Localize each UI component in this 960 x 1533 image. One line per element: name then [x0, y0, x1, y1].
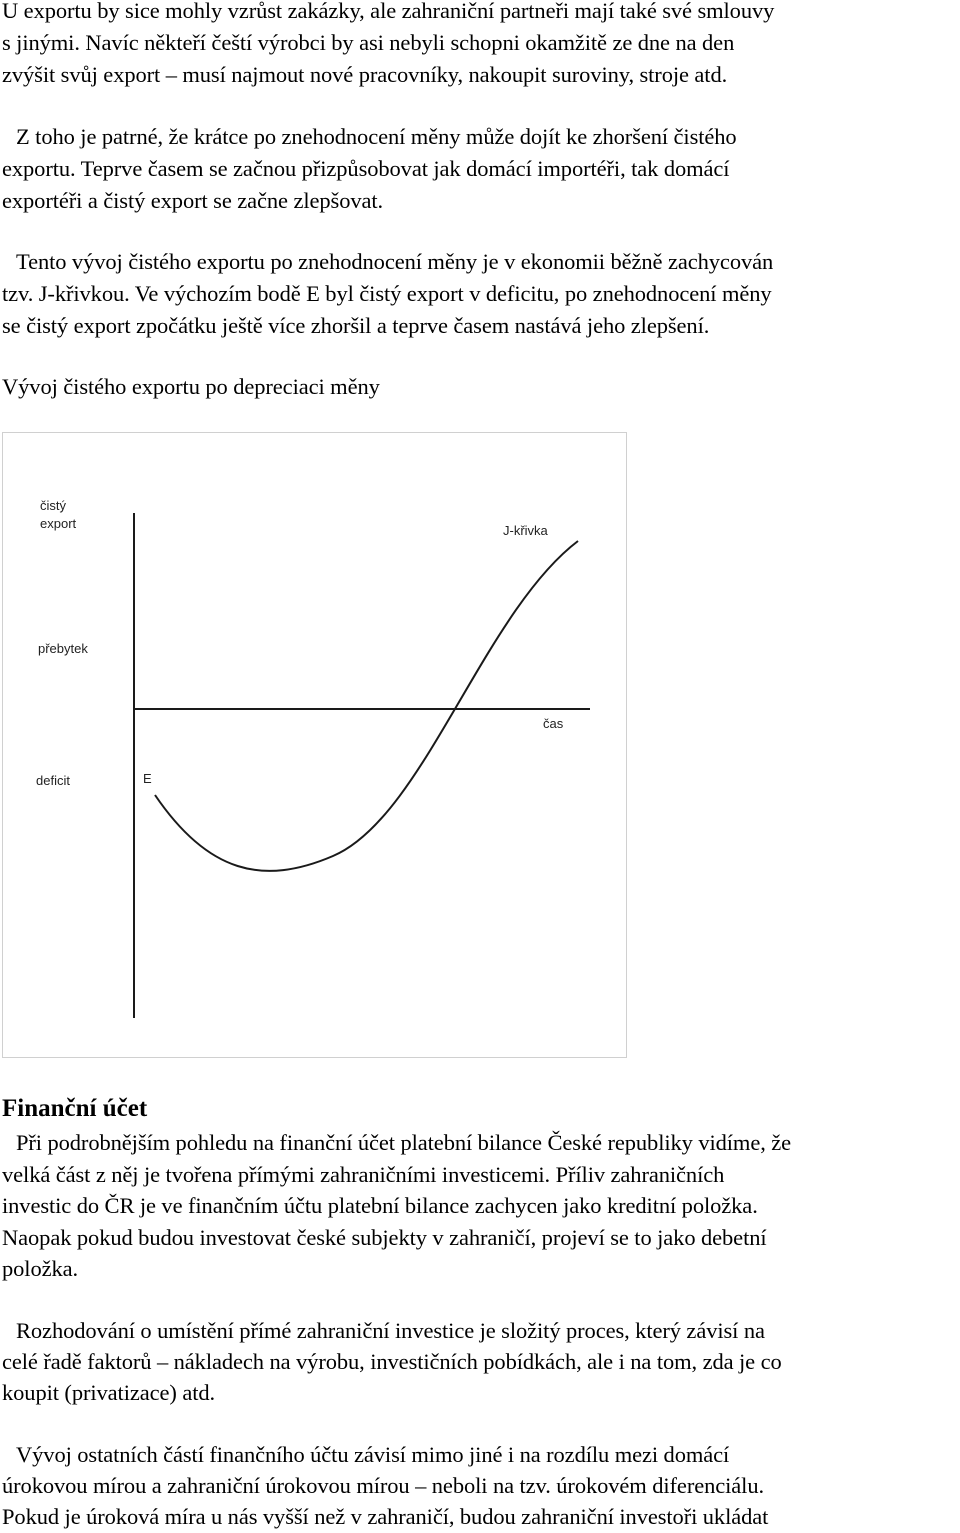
j-curve-diagram [3, 433, 628, 1059]
y-axis-label-line2: export [40, 516, 77, 531]
paragraph-line: Vývoj ostatních částí finančního účtu závisí mimo jiné i na rozdílu mezi domácí [16, 1442, 730, 1467]
section-heading: Finanční účet [2, 1095, 148, 1122]
paragraph-line: U exportu by sice mohly vzrůst zakázky, ale zahraniční partneři mají také své smlouvy [2, 0, 775, 23]
paragraph-line: Tento vývoj čistého exportu po znehodnocení měny je v ekonomii běžně zachycován [16, 249, 774, 274]
figure-caption: Vývoj čistého exportu po depreciaci měny [2, 374, 380, 399]
j-curve-label: J-křivka [503, 523, 548, 538]
point-e-label: E [143, 771, 152, 786]
time-label: čas [543, 716, 564, 731]
surplus-label: přebytek [38, 641, 88, 656]
paragraph-line: Při podrobnějším pohledu na finanční účet platební bilance České republiky vidíme, že [16, 1130, 792, 1155]
paragraph-line: s jinými. Navíc někteří čeští výrobci by asi nebyli schopni okamžitě ze dne na den [2, 30, 735, 55]
paragraph-line: Z toho je patrné, že krátce po znehodnocení měny může dojít ke zhoršení čistého [16, 124, 737, 149]
paragraph-line: velká část z něj je tvořena přímými zahraničními investicemi. Příliv zahraničních [2, 1162, 725, 1187]
paragraph-line: celé řadě faktorů – nákladech na výrobu, investičních pobídkách, ale i na tom, zda je co [2, 1349, 782, 1374]
paragraph-line: úrokovou mírou a zahraniční úrokovou mírou – neboli na tzv. úrokovém diferenciálu. [2, 1473, 764, 1498]
paragraph-line: exportéři a čistý export se začne zlepšovat. [2, 188, 384, 213]
paragraph-line: Naopak pokud budou investovat české subjekty v zahraničí, projeví se to jako debetní [2, 1225, 767, 1250]
j-curve-figure [2, 432, 627, 1058]
paragraph-line: tzv. J-křivkou. Ve výchozím bodě E byl čistý export v deficitu, po znehodnocení měny [2, 281, 772, 306]
paragraph-line: exportu. Teprve časem se začnou přizpůsobovat jak domácí importéři, tak domácí [2, 156, 730, 181]
paragraph-line: koupit (privatizace) atd. [2, 1380, 216, 1405]
paragraph-line: se čistý export zpočátku ještě více zhoršil a teprve časem nastává jeho zlepšení. [2, 313, 710, 338]
paragraph-line: položka. [2, 1256, 79, 1281]
j-curve-line [155, 541, 578, 871]
paragraph-line: investic do ČR je ve finančním účtu platební bilance zachycen jako kreditní položka. [2, 1193, 758, 1218]
paragraph-line: Rozhodování o umístění přímé zahraniční investice je složitý proces, který závisí na [16, 1318, 765, 1343]
y-axis-label-line1: čistý [40, 498, 66, 513]
paragraph-line: zvýšit svůj export – musí najmout nové pracovníky, nakoupit suroviny, stroje atd. [2, 62, 728, 87]
deficit-label: deficit [36, 773, 70, 788]
paragraph-line: Pokud je úroková míra u nás vyšší než v zahraničí, budou zahraniční investoři ukládat [2, 1504, 769, 1529]
